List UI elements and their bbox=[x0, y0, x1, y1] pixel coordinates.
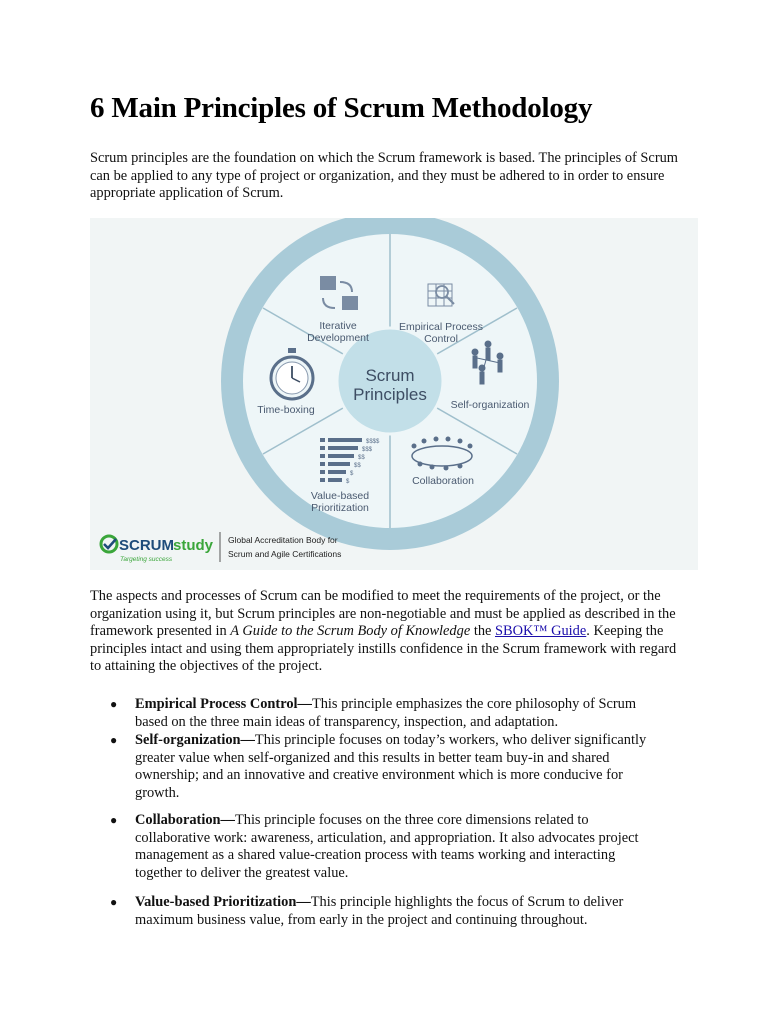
scrumstudy-logo bbox=[101, 536, 214, 563]
bullet-icon: ● bbox=[110, 733, 118, 747]
body-paragraph bbox=[90, 588, 680, 676]
list-item bbox=[110, 894, 655, 929]
collaboration-label: Collaboration bbox=[412, 475, 474, 487]
time-boxing-label: Time-boxing bbox=[257, 404, 315, 416]
list-item-term: Value-based Prioritization— bbox=[135, 894, 311, 910]
list-item-text: This principle emphasizes the core philosophy of Scrum based on the three main ideas of transparency, inspection, and adaptation. bbox=[135, 696, 637, 730]
page-title: 6 Main Principles of Scrum Methodology bbox=[90, 92, 593, 124]
dollar-label: $ bbox=[346, 479, 350, 485]
scrum-principles-figure bbox=[90, 218, 698, 570]
value-based-label-2: Prioritization bbox=[311, 502, 369, 514]
dollar-label: $$ bbox=[354, 463, 361, 469]
bullet-icon: ● bbox=[110, 697, 118, 711]
list-item-text: This principle highlights the focus of Scrum to deliver maximum business value, from early in the project and continuing throughout. bbox=[135, 894, 624, 928]
body-text-part1: The aspects and processes of Scrum can be modified to meet the requirements of the project, or the organization using it, but Scrum principles are non-negotiable and must be applied as described in the framework presented in bbox=[90, 588, 676, 640]
iterative-label-2: Development bbox=[307, 332, 369, 344]
body-text-part2: the bbox=[470, 623, 495, 640]
dollar-label: $$$ bbox=[362, 447, 373, 453]
list-item bbox=[110, 696, 655, 731]
sbok-guide-link[interactable]: SBOK™ Guide bbox=[495, 623, 587, 640]
list-item bbox=[110, 812, 655, 882]
bullet-icon: ● bbox=[110, 895, 118, 909]
center-title-line2: Principles bbox=[353, 385, 427, 404]
dollar-label: $ bbox=[350, 471, 354, 477]
guide-title: A Guide to the Scrum Body of Knowledge bbox=[230, 623, 471, 640]
logo-tagline: Targeting success bbox=[120, 556, 173, 563]
list-item-text: This principle focuses on the three core dimensions related to collaborative work: awareness, articulation, and appropriation. It also advocates project management as a shared value-creation process with teams working and interacting together to deliver the greatest value. bbox=[135, 812, 639, 881]
list-item bbox=[110, 732, 655, 802]
intro-paragraph: Scrum principles are the foundation on which the Scrum framework is based. The principles of Scrum can be applied to any type of project or organization, and they must be adhered to in order to ensure appropriate application of Scrum. bbox=[90, 150, 678, 202]
empirical-label-1: Empirical Process bbox=[398, 321, 484, 333]
bullet-icon: ● bbox=[110, 813, 118, 827]
center-title-line1: Scrum bbox=[365, 366, 415, 385]
list-item-term: Empirical Process Control— bbox=[135, 696, 312, 712]
dollar-label: $$ bbox=[358, 455, 365, 461]
logo-desc-1: Global Accreditation Body for bbox=[228, 535, 338, 545]
list-item-term: Collaboration— bbox=[135, 812, 235, 828]
logo-desc-2: Scrum and Agile Certifications bbox=[228, 549, 342, 559]
self-organization-label: Self-organization bbox=[450, 399, 530, 411]
list-item-term: Self-organization— bbox=[135, 732, 255, 748]
empirical-label-2: Control bbox=[424, 333, 458, 345]
logo-check-icon bbox=[101, 536, 117, 552]
logo-brand-scrum: SCRUM bbox=[119, 537, 174, 554]
value-based-label-1: Value-based bbox=[310, 490, 370, 502]
logo-brand-study: study bbox=[173, 537, 214, 554]
body-text-part3: . Keeping the principles intact and using them appropriately instills confidence in the Scrum framework with regard to attaining the objectives of the project. bbox=[90, 623, 677, 675]
dollar-label: $$$$ bbox=[366, 439, 380, 445]
scrum-principles-diagram bbox=[90, 218, 698, 570]
iterative-label-1: Iterative bbox=[319, 320, 357, 332]
list-item-text: This principle focuses on today’s workers, who deliver significantly greater value when self-organized and this results in better team buy-in and shared ownership; and an innovative and creative environment which is more conducive for growth. bbox=[135, 732, 647, 801]
